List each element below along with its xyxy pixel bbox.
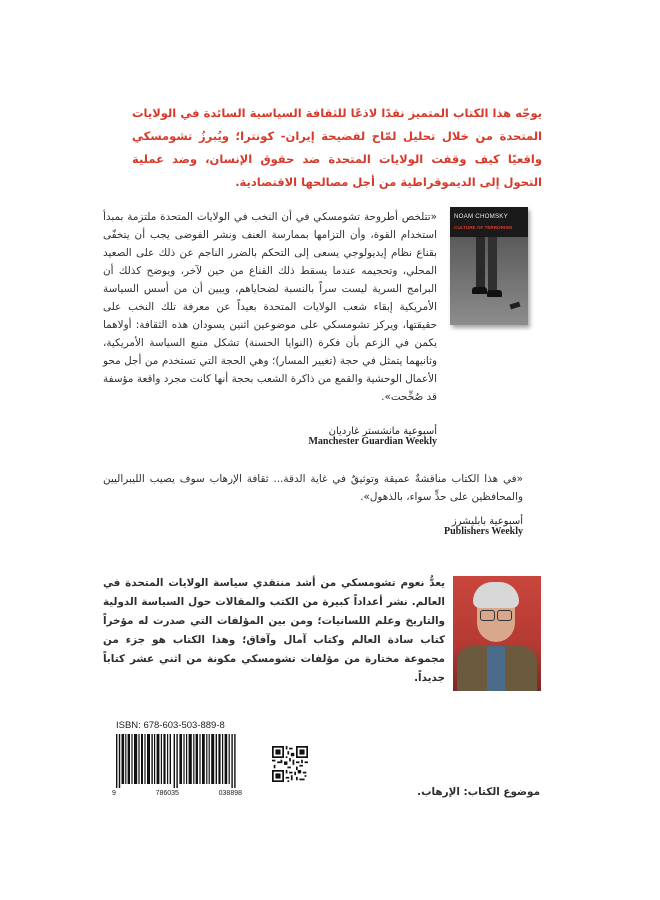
review-quote-2-text: «في هذا الكتاب مناقشةٌ عميقة وتوثيقٌ في غاية الدقة... ثقافة الإرهاب سوف يصيب الليبراليين والمحافظين على حدٍّ سواء، بالذهول».	[103, 473, 523, 503]
cover-figure-boot	[487, 290, 502, 297]
review-source-2-en: Publishers Weekly	[444, 526, 523, 537]
book-cover-thumbnail	[450, 207, 528, 325]
intro-summary: يوجّه هذا الكتاب المتميز نقدًا لاذعًا للثقافة السياسية السائدة في الولايات المتحدة من خلال تحليل لمّاح لفضيحة إيران- كونترا؛ ويُبرزُ تشومسكي واقعيًا كيف وقفت الولايات المتحدة ضد حقوق الإنسان، وضد عملية التحول إلى الديموقراطية من أجل مصالحها الاقتصادية.	[132, 106, 542, 189]
review-source-2-ar: أسبوعية بابليشرز	[451, 516, 523, 527]
review-source-1-en: Manchester Guardian Weekly	[308, 436, 437, 447]
barcode-digit-group: 038898	[218, 790, 242, 797]
photo-glasses	[480, 610, 495, 621]
book-topic: موضوع الكتاب: الإرهاب.	[417, 786, 540, 798]
cover-author: NOAM CHOMSKY	[454, 213, 508, 220]
qr-code-icon	[272, 746, 308, 782]
review-quote-1	[103, 208, 437, 406]
review-quote-2	[103, 470, 523, 506]
review-quote-1-text: «تتلخص أطروحة تشومسكي في أن النخب في الولايات المتحدة ملتزمة بمبدأ استخدام القوة، وأن التزامها بممارسة العنف ونشر الفوضى يجب أن يتخفّى بقناع نظام إيديولوجي يسعى إلى التحكم بالضرر الناجم عن ذلك على الصعيد المحلي، وتحجيمه عندما يسقط ذلك القناع من حين لآخر، ويوضح كذلك أن البرامج السرية ليست سراً بالنسبة لضحاياهم، ويبين أن من أسس السياسة الأمريكية إبقاء شعب الولايات المتحدة بعيداً عن معرفة تلك النخب على حقيقتها، ويركز تشومسكي على موضوعين اثنين يسودان هذه الثقافة: أولاهما يكمن في الزعم بأن فكرة (النوايا الحسنة) تشكل منبع السياسة الأمريكية، وثانيهما يتمثل في حجة (تغيير المسار)؛ وهي الحجة التي تستخدم من أجل محو الأعمال الوحشية والقمع من ذاكرة الشعب بحجة أنها كانت مجرد واقعة مؤسفة قد صُحِّحت».	[103, 211, 437, 403]
cover-figure-leg	[476, 237, 485, 289]
barcode-icon	[116, 734, 236, 788]
photo-hair	[473, 582, 519, 608]
review-source-1-ar: أسبوعية مانشستر غارديان	[328, 426, 437, 437]
cover-figure-boot	[472, 287, 487, 294]
author-photo	[453, 576, 541, 691]
photo-shirt	[487, 646, 505, 691]
barcode-digit-group: 9	[112, 790, 116, 797]
isbn-label: ISBN: 678-603-503-889-8	[116, 720, 225, 731]
cover-title: CULTURE OF TERRORISM	[454, 225, 513, 230]
barcode-digit-group: 786035	[155, 790, 179, 797]
cover-figure-leg	[488, 237, 497, 292]
cover-band	[450, 207, 528, 237]
author-bio: يعدُّ نعوم تشومسكي من أشد منتقدي سياسة الولايات المتحدة في العالم. نشر أعداداً كبيرة من الكتب والمقالات حول السياسة الدولية والتاريخ وعلم اللسانيات؛ ومن بين المؤلفات التي صدرت له مؤخراً كتاب سادة العالم وكتاب آمال وآفاق؛ وهذا الكتاب هو جزء من مجموعة مختارة من مؤلفات تشومسكي مكونة من اثني عشر كتاباً جديداً.	[103, 577, 445, 684]
barcode-digits	[112, 790, 242, 797]
photo-glasses	[497, 610, 512, 621]
